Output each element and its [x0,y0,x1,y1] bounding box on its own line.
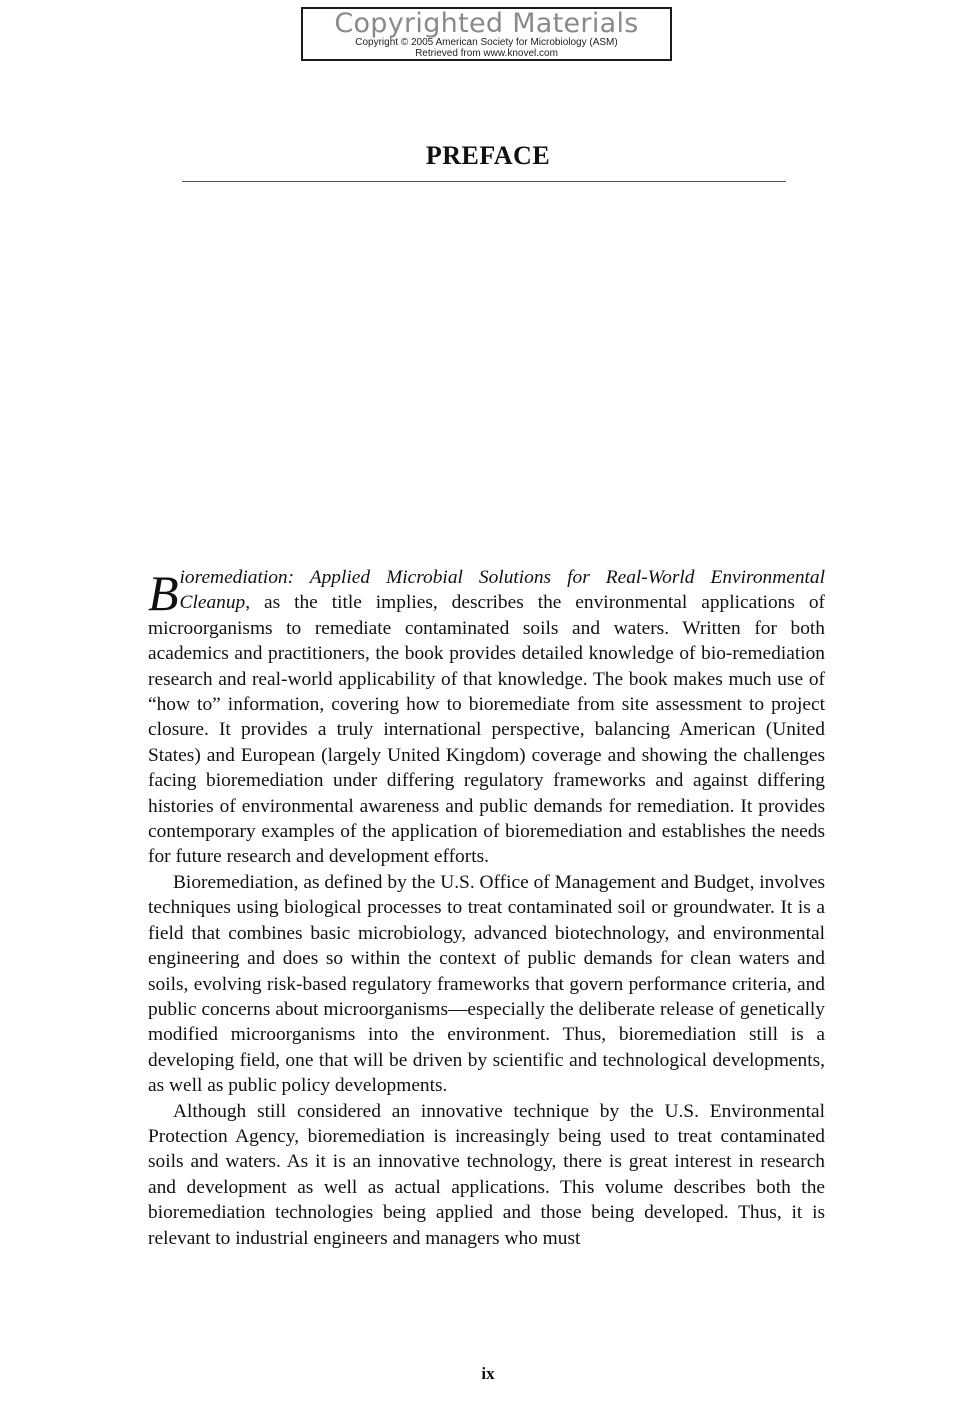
paragraph-1 [148,565,825,870]
page-number: ix [481,1364,495,1383]
book-title-italic-continued: Cleanup [179,592,246,614]
paragraph-2: Bioremediation, as defined by the U.S. Office of Management and Budget, involves techniques using biological processes to treat contaminated soil or groundwater. It is a field that combines basic microbiology, advanced biotechnology, and environmental engineering and does so within the context of public demands for clean waters and soils, evolving risk-based regulatory frameworks that govern performance criteria, and public concerns about microorganisms—especially the deliberate release of genetically modified microorganisms into the environment. Thus, bioremediation still is a developing field, one that will be driven by scientific and technological developments, as well as public policy developments. [148,871,825,1097]
copyright-watermark-box [301,7,672,61]
drop-cap: B [148,565,179,621]
copyright-notice: Copyright © 2005 American Society for Microbiology (ASM) [355,37,618,48]
copyright-title: Copyrighted Materials [334,8,639,39]
body-text [148,565,825,1251]
paragraph-1-text: , as the title implies, describes the environmental applications of microorganisms to remediate contaminated soils and waters. Written for both academics and practitioners, the book provides detailed knowledge of bio-remediation research and real-world applicability of that knowledge. The book makes much use of “how to” information, covering how to bioremediate from site assessment to project closure. It provides a truly international perspective, balancing American (United States) and European (largely United Kingdom) coverage and showing the challenges facing bioremediation under differing regulatory frameworks and against differing histories of environmental awareness and public demands for remediation. It provides contemporary examples of the application of bioremediation and establishes the needs for future research and development efforts. [148,592,825,868]
title-divider [182,181,786,182]
paragraph-3: Although still considered an innovative technique by the U.S. Environmental Protection Agency, bioremediation is increasingly being used to treat contaminated soils and waters. As it is an innovative technology, there is great interest in research and development as well as actual applications. This volume describes both the bioremediation technologies being applied and those being developed. Thus, it is relevant to industrial engineers and managers who must [148,1100,825,1249]
book-title-italic: ioremediation: Applied Microbial Solutions for Real-World Environmental [179,567,825,588]
copyright-retrieved: Retrieved from www.knovel.com [415,47,558,59]
page-title: PREFACE [425,141,551,170]
